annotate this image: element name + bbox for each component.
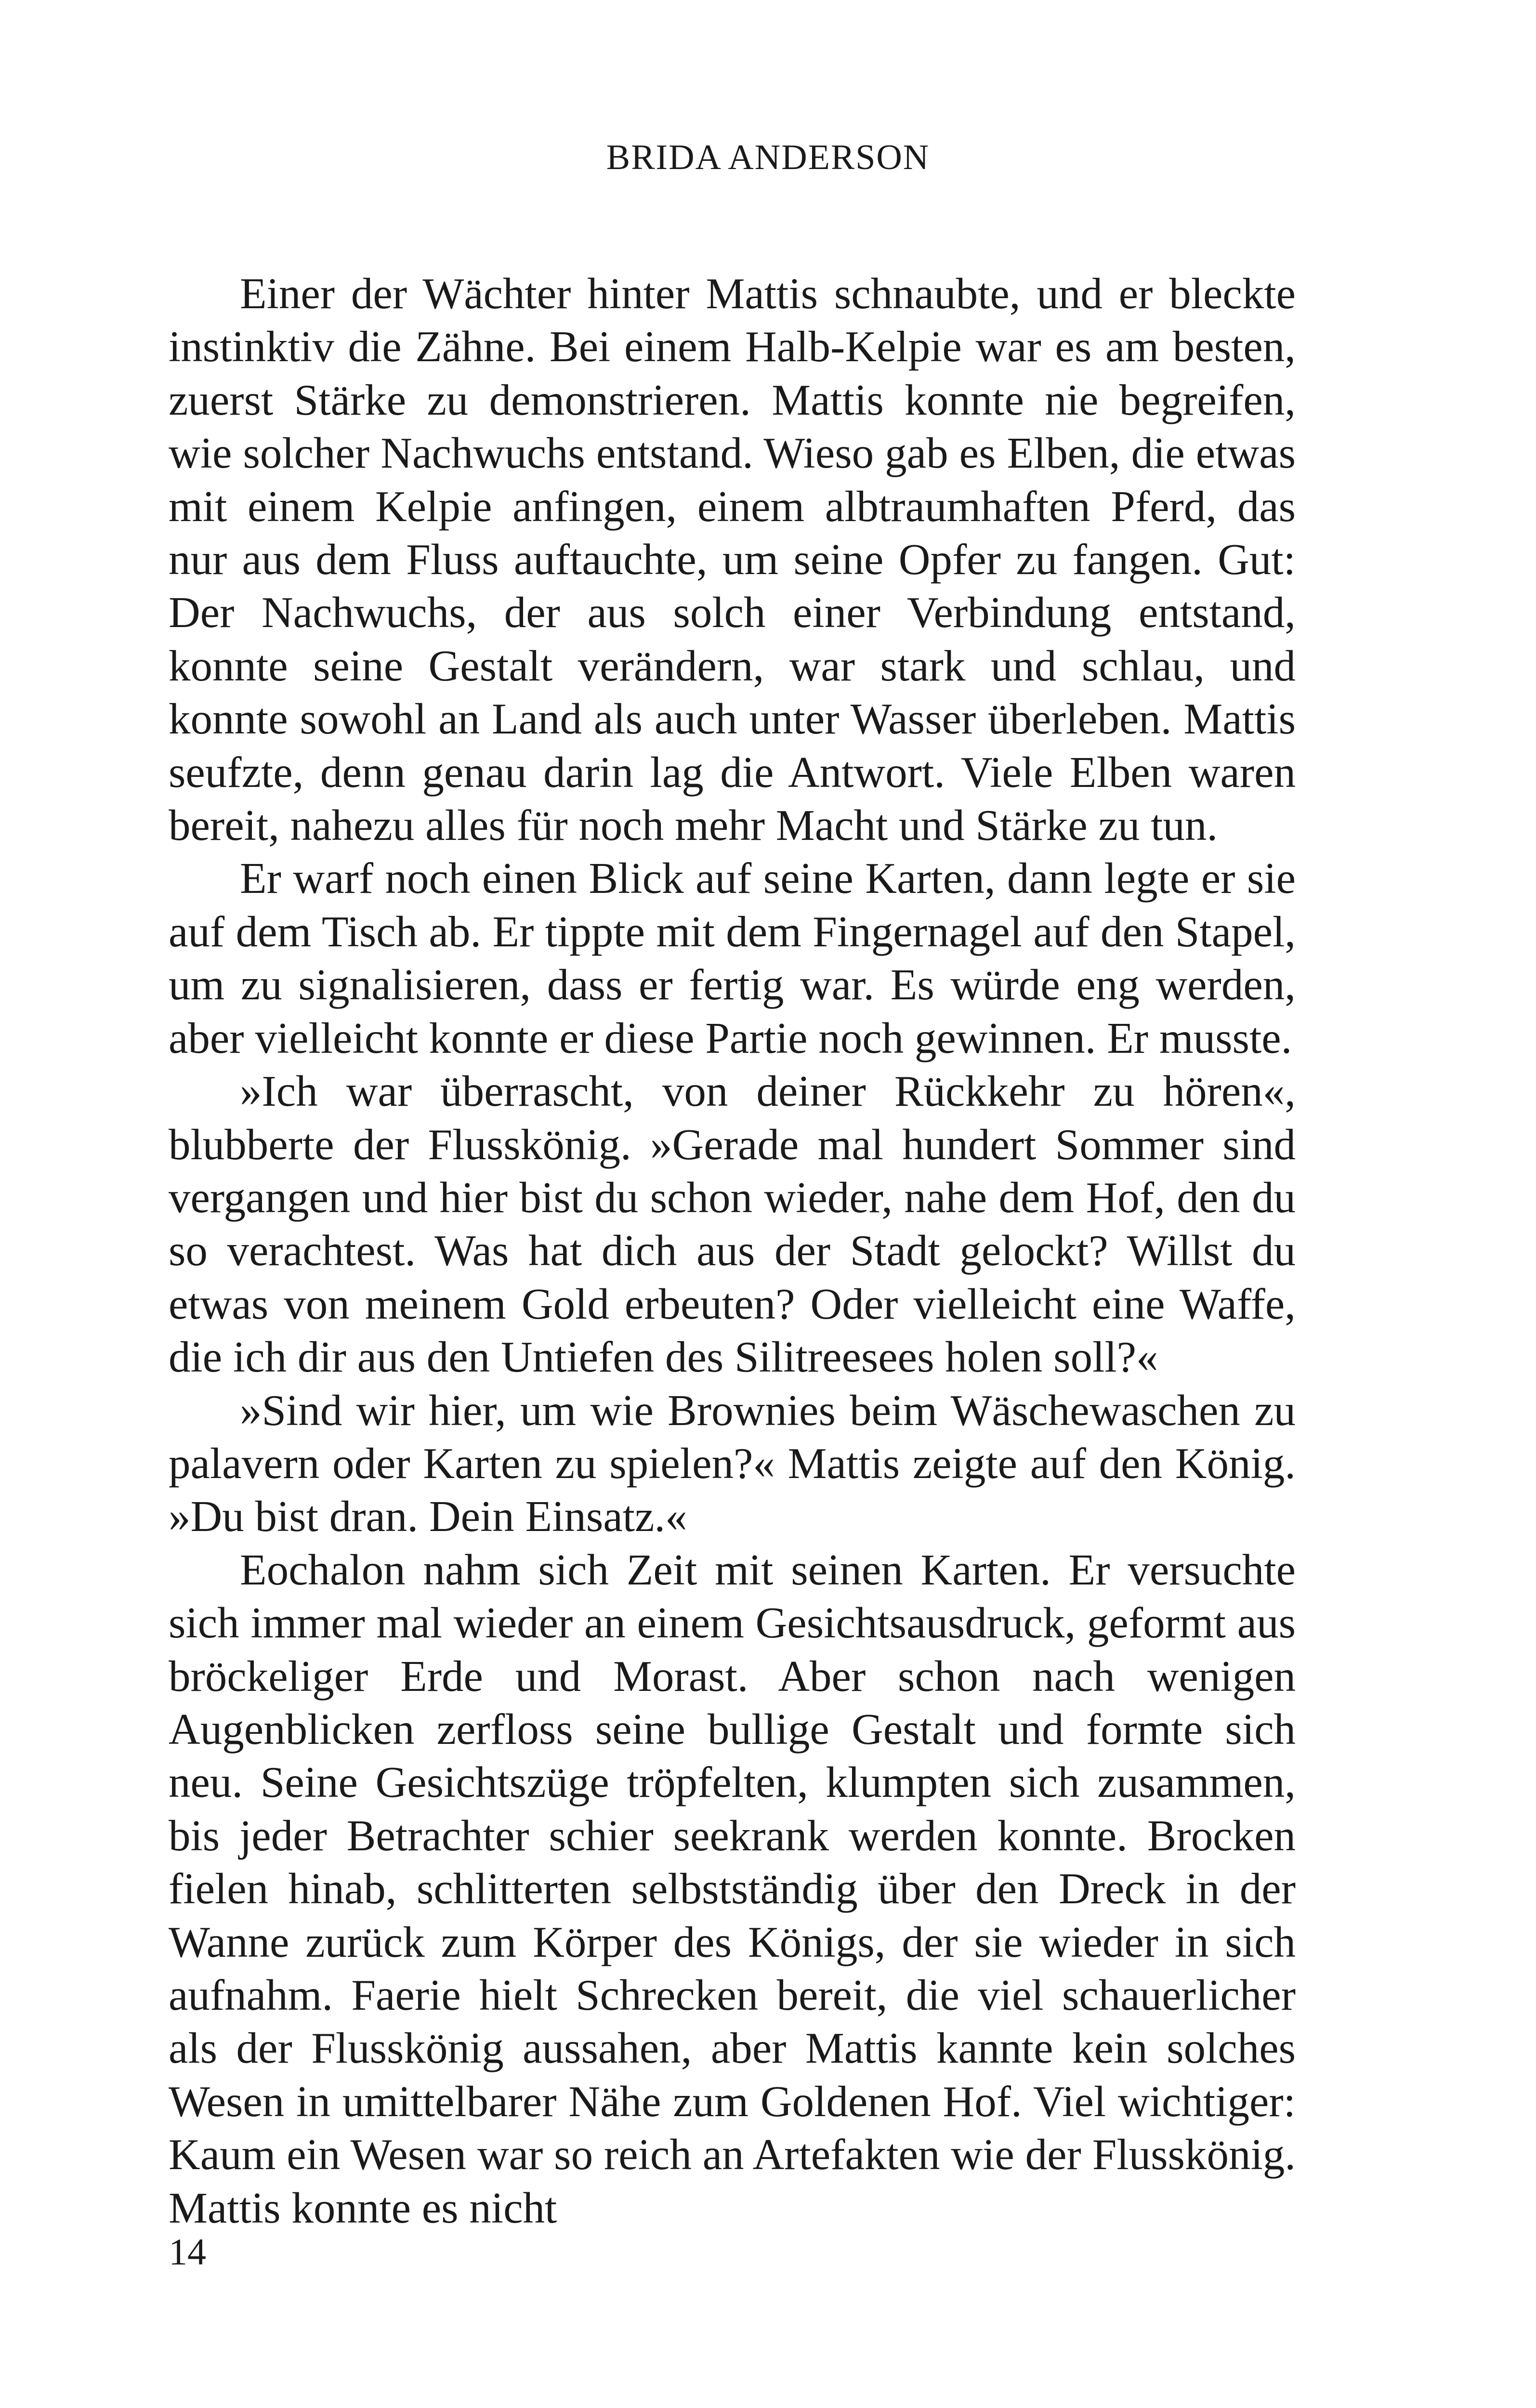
paragraph: Einer der Wächter hinter Mattis schnaubte, und er bleckte instinktiv die Zähne. Bei einem Halb-Kelpie war es am besten, zuerst Stärke zu demonstrieren. Mattis konnte nie begreifen, wie solcher Nachwuchs entstand. Wieso gab es Elben, die etwas mit einem Kelpie anfingen, einem albtraumhaften Pferd, das nur aus dem Fluss auftauchte, um seine Opfer zu fangen. Gut: Der Nachwuchs, der aus solch einer Verbindung entstand, konnte seine Gestalt verändern, war stark und schlau, und konnte sowohl an Land als auch unter Wasser überleben. Mattis seufzte, denn genau darin lag die Antwort. Viele Elben waren bereit, nahezu alles für noch mehr Macht und Stärke zu tun. (169, 269, 1296, 850)
paragraph: Eochalon nahm sich Zeit mit seinen Karten. Er versuchte sich immer mal wieder an einem Gesichtsausdruck, geformt aus bröckeliger Erde und Morast. Aber schon nach wenigen Augenblicken zerfloss seine bullige Gestalt und formte sich neu. Seine Gesichtszüge tröpfelten, klumpten sich zusammen, bis jeder Betrachter schier seekrank werden konnte. Brocken fielen hinab, schlitterten selbstständig über den Dreck in der Wanne zurück zum Körper des Königs, der sie wieder in sich aufnahm. Faerie hielt Schrecken bereit, die viel schauerlicher als der Flusskönig aussahen, aber Mattis kannte kein solches Wesen in umittelbarer Nähe zum Goldenen Hof. Viel wichtiger: Kaum ein Wesen war so reich an Artefakten wie der Flusskönig. Mattis konnte es nicht (169, 1545, 1296, 2232)
body-text (169, 267, 1296, 2235)
running-head: BRIDA ANDERSON (606, 138, 930, 177)
paragraph: Er warf noch einen Blick auf seine Karten, dann legte er sie auf dem Tisch ab. Er tippte mit dem Fingernagel auf den Stapel, um zu signalisieren, dass er fertig war. Es würde eng werden, aber vielleicht konnte er diese Partie noch gewinnen. Er musste. (169, 854, 1296, 1062)
page-number: 14 (169, 2231, 206, 2273)
paragraph: »Ich war überrascht, von deiner Rückkehr zu hören«, blubberte der Flusskönig. »Gerade mal hundert Sommer sind vergangen und hier bist du schon wieder, nahe dem Hof, den du so verachtest. Was hat dich aus der Stadt gelockt? Willst du etwas von meinem Gold erbeuten? Oder vielleicht eine Waffe, die ich dir aus den Untiefen des Silitreesees holen soll?« (169, 1067, 1296, 1382)
paragraph: »Sind wir hier, um wie Brownies beim Wäschewaschen zu palavern oder Karten zu spielen?« Mattis zeigte auf den König. »Du bist dran. Dein Einsatz.« (169, 1386, 1296, 1541)
